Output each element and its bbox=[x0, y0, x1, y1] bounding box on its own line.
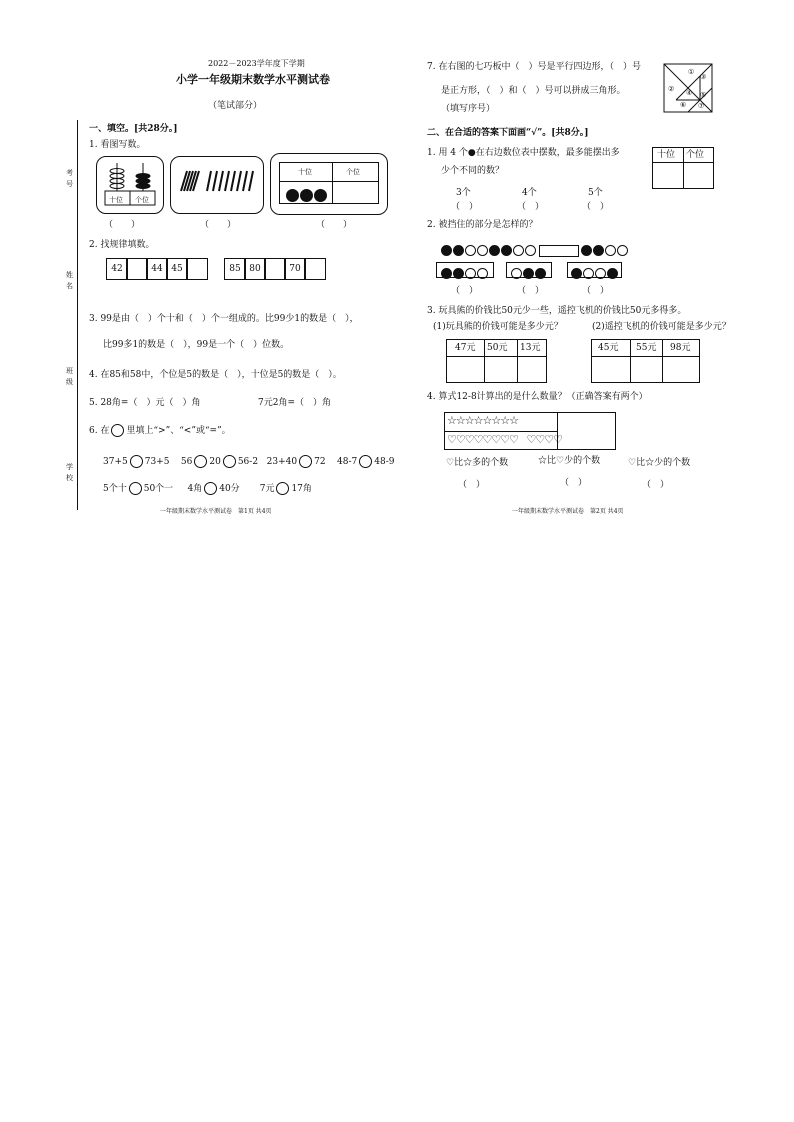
r4-answer-2[interactable]: （ ） bbox=[560, 478, 588, 488]
heart-icon: ♡ bbox=[628, 458, 637, 468]
compare-circle[interactable] bbox=[194, 455, 207, 468]
seq1-cell: 44 bbox=[146, 258, 168, 280]
empty-dot-icon bbox=[595, 268, 606, 279]
q5-part-2: 7元2角=（ ）角 bbox=[258, 398, 331, 408]
star-icon: ☆ bbox=[473, 414, 483, 427]
compare-circle[interactable] bbox=[276, 482, 289, 495]
empty-dot-icon bbox=[465, 245, 476, 256]
pv-tens-header: 十位 bbox=[298, 168, 312, 176]
seq2-cell-blank[interactable] bbox=[304, 258, 326, 280]
heart-icon: ♡ bbox=[544, 433, 554, 446]
r1-tens-header: 十位 bbox=[657, 150, 676, 160]
r4-answer-3[interactable]: （ ） bbox=[642, 480, 670, 490]
right-page-footer: 一年级期末数学水平测试卷 第2页 共4页 bbox=[512, 508, 624, 515]
r1-answer-2[interactable]: （ ） bbox=[517, 202, 545, 212]
filled-dot-icon bbox=[453, 268, 464, 279]
star-icon: ☆ bbox=[447, 414, 456, 427]
empty-dot-icon bbox=[525, 245, 536, 256]
r3-prompt: 3. 玩具熊的价钱比50元少一些，遥控飞机的价钱比50元多得多。 bbox=[427, 306, 687, 316]
r3-price: 45元 bbox=[598, 343, 619, 353]
compare-circle[interactable] bbox=[129, 482, 142, 495]
margin-banji: 班级 bbox=[66, 367, 73, 386]
page-title: 小学一年级期末数学水平测试卷 bbox=[176, 73, 330, 86]
r4-option-word: 比 bbox=[636, 458, 646, 468]
r4-prompt: 4. 算式12-8计算出的是什么数量？（正确答案有两个） bbox=[427, 392, 648, 402]
heart-icon: ♡ bbox=[556, 456, 565, 466]
empty-dot-icon bbox=[477, 268, 488, 279]
star-icon: ☆ bbox=[509, 414, 518, 427]
compare-term: 73+5 bbox=[144, 457, 170, 467]
star-icon: ☆ bbox=[500, 414, 510, 427]
empty-dot-icon bbox=[465, 268, 476, 279]
r1-place-value-table bbox=[652, 147, 714, 189]
compare-term: 23+40 bbox=[266, 457, 298, 467]
heart-icon: ♡ bbox=[526, 433, 536, 446]
r4-option-1 bbox=[446, 458, 508, 469]
r4-option-2 bbox=[538, 456, 600, 467]
compare-term: 48-9 bbox=[374, 457, 395, 467]
seq1-cell-blank[interactable] bbox=[186, 258, 208, 280]
filled-dot-icon bbox=[571, 268, 582, 279]
q6-prompt-end: 里填上“>”、“<”或“=”。 bbox=[126, 426, 231, 436]
r1-answer-1[interactable]: （ ） bbox=[451, 202, 479, 212]
q7-line-3: （填写序号） bbox=[441, 104, 496, 114]
seq2-cell: 80 bbox=[244, 258, 266, 280]
r1-option-1: 3个 bbox=[456, 188, 471, 198]
abacus-label-tens: 十位 bbox=[109, 196, 123, 204]
r1-line-1: 1. 用 4 个●在右边数位表中摆数，最多能摆出多 bbox=[427, 148, 620, 158]
empty-dot-icon bbox=[477, 245, 488, 256]
r3-question-1: (1)玩具熊的价钱可能是多少元？ bbox=[433, 322, 563, 332]
q1-answer-3[interactable]: （ ） bbox=[316, 220, 353, 230]
tangram-label-7: ⑦ bbox=[698, 102, 705, 110]
q6-prompt-start: 6. 在 bbox=[89, 426, 110, 436]
r2-choice-2 bbox=[506, 262, 552, 278]
compare-term: 4角 bbox=[187, 484, 203, 494]
heart-icon: ♡ bbox=[500, 433, 510, 446]
r2-answer-3[interactable]: （ ） bbox=[582, 286, 610, 296]
binding-line bbox=[77, 120, 78, 510]
empty-dot-icon bbox=[605, 245, 616, 256]
margin-kaohao: 考号 bbox=[66, 169, 73, 188]
filled-dot-icon bbox=[441, 268, 452, 279]
r4-option-word: 少的个数 bbox=[564, 456, 601, 466]
seq2-cell-blank[interactable] bbox=[264, 258, 286, 280]
r3-price: 13元 bbox=[520, 343, 541, 353]
tangram-label-2: ② bbox=[668, 85, 675, 93]
r3-price: 47元 bbox=[455, 343, 476, 353]
abacus-label-ones: 个位 bbox=[135, 196, 149, 204]
q1-answer-1[interactable]: （ ） bbox=[104, 220, 141, 230]
r2-choice-1 bbox=[436, 262, 494, 278]
star-icon: ☆ bbox=[482, 414, 492, 427]
r1-option-3: 5个 bbox=[588, 188, 603, 198]
star-icon: ☆ bbox=[491, 414, 501, 427]
heart-icon: ♡ bbox=[553, 433, 562, 446]
filled-dot-icon bbox=[535, 268, 546, 279]
seq2-cell: 70 bbox=[284, 258, 306, 280]
left-page-footer: 一年级期末数学水平测试卷 第1页 共4页 bbox=[160, 508, 272, 515]
compare-term: 50个一 bbox=[143, 484, 174, 494]
r3-price: 50元 bbox=[487, 343, 508, 353]
filled-dot-icon bbox=[593, 245, 604, 256]
compare-term: 37+5 bbox=[103, 457, 128, 467]
filled-dot-icon bbox=[489, 245, 500, 256]
filled-dot-icon bbox=[441, 245, 452, 256]
sticks-icon bbox=[171, 157, 263, 213]
compare-term: 56-2 bbox=[237, 457, 259, 467]
compare-term: 7元 bbox=[259, 484, 275, 494]
q1-prompt: 1. 看图写数。 bbox=[89, 140, 146, 150]
r3-price: 98元 bbox=[670, 343, 691, 353]
seq2-cell: 85 bbox=[224, 258, 246, 280]
heart-row bbox=[447, 433, 562, 446]
sticks-panel bbox=[170, 156, 264, 214]
compare-circle[interactable] bbox=[204, 482, 217, 495]
place-value-panel bbox=[270, 153, 388, 215]
r4-option-word: 少的个数 bbox=[654, 458, 691, 468]
r3-price-table-2 bbox=[591, 339, 700, 383]
empty-dot-icon bbox=[513, 245, 524, 256]
seq1-cell-blank[interactable] bbox=[126, 258, 148, 280]
star-icon: ☆ bbox=[455, 414, 465, 427]
compare-term: 72 bbox=[314, 457, 326, 467]
star-icon: ☆ bbox=[538, 456, 548, 466]
filled-dot-icon bbox=[581, 245, 592, 256]
filled-dot-icon bbox=[286, 189, 299, 202]
seq1-cell: 45 bbox=[166, 258, 188, 280]
compare-circle[interactable] bbox=[299, 455, 312, 468]
q3-line-2: 比99多1的数是（ ），99是一个（ ）位数。 bbox=[103, 340, 290, 350]
filled-dot-icon bbox=[523, 268, 534, 279]
hidden-part-box bbox=[539, 245, 579, 257]
r1-answer-3[interactable]: （ ） bbox=[582, 202, 610, 212]
abacus-icon bbox=[97, 157, 163, 213]
circle-icon bbox=[111, 424, 124, 437]
r1-ones-header: 个位 bbox=[686, 150, 705, 160]
compare-circle[interactable] bbox=[359, 455, 372, 468]
r2-answer-1[interactable]: （ ） bbox=[451, 286, 479, 296]
empty-dot-icon bbox=[511, 268, 522, 279]
compare-row-1 bbox=[103, 455, 394, 468]
tangram-label-1: ① bbox=[688, 68, 695, 76]
filled-dot-icon bbox=[300, 189, 313, 202]
tangram-label-3: ③ bbox=[700, 73, 707, 81]
compare-term: 20 bbox=[209, 457, 221, 467]
section-2-heading: 二、在合适的答案下面画“√”。[共8分。] bbox=[427, 128, 589, 138]
r4-picture bbox=[444, 412, 616, 450]
q3-line-1: 3. 99是由（ ）个十和（ ）个一组成的。比99少1的数是（ ）， bbox=[89, 314, 359, 324]
compare-row-2 bbox=[103, 482, 312, 495]
pv-ones-header: 个位 bbox=[346, 168, 360, 176]
page-subtitle: （笔试部分） bbox=[208, 101, 263, 111]
filled-dot-icon bbox=[314, 189, 327, 202]
q2-prompt: 2. 找规律填数。 bbox=[89, 240, 155, 250]
r3-price: 55元 bbox=[636, 343, 657, 353]
heart-icon: ♡ bbox=[535, 433, 545, 446]
heart-icon: ♡ bbox=[455, 433, 465, 446]
r4-option-3 bbox=[628, 458, 690, 469]
seq1-cell: 42 bbox=[106, 258, 128, 280]
heart-icon: ♡ bbox=[482, 433, 492, 446]
q6-prompt bbox=[89, 424, 231, 437]
r2-answer-2[interactable]: （ ） bbox=[517, 286, 545, 296]
school-year: 2022－2023学年度下学期 bbox=[208, 59, 305, 68]
r3-price-table-1 bbox=[446, 339, 547, 383]
q5-part-1: 5. 28角=（ ）元（ ）角 bbox=[89, 398, 201, 408]
compare-term: 48-7 bbox=[337, 457, 358, 467]
empty-dot-icon bbox=[583, 268, 594, 279]
r2-choice-3 bbox=[567, 262, 622, 278]
q1-answer-2[interactable]: （ ） bbox=[200, 220, 237, 230]
r1-option-2: 4个 bbox=[522, 188, 537, 198]
tangram-label-6: ⑥ bbox=[680, 101, 687, 109]
r4-option-word: 比 bbox=[547, 456, 557, 466]
compare-term: 40分 bbox=[219, 484, 240, 494]
filled-dot-icon bbox=[501, 245, 512, 256]
star-icon: ☆ bbox=[463, 458, 473, 468]
compare-term: 5个十 bbox=[103, 484, 127, 494]
compare-circle[interactable] bbox=[223, 455, 236, 468]
margin-xuexiao: 学校 bbox=[66, 463, 73, 482]
q4-prompt: 4. 在85和58中，个位是5的数是（ ），十位是5的数是（ ）。 bbox=[89, 370, 342, 380]
heart-icon: ♡ bbox=[464, 433, 474, 446]
margin-xingming: 姓名 bbox=[66, 271, 73, 290]
compare-term: 17角 bbox=[291, 484, 312, 494]
tangram-label-4: ④ bbox=[686, 89, 693, 97]
heart-icon: ♡ bbox=[491, 433, 501, 446]
heart-icon: ♡ bbox=[447, 433, 456, 446]
r4-option-word: 多的个数 bbox=[472, 458, 509, 468]
r1-line-2: 少个不同的数？ bbox=[441, 166, 505, 176]
r2-prompt: 2. 被挡住的部分是怎样的？ bbox=[427, 220, 538, 230]
section-1-heading: 一、填空。[共28分。] bbox=[89, 124, 178, 134]
compare-circle[interactable] bbox=[130, 455, 143, 468]
r4-option-word: 比 bbox=[454, 458, 464, 468]
filled-dot-icon bbox=[453, 245, 464, 256]
heart-icon: ♡ bbox=[446, 458, 455, 468]
place-value-table bbox=[279, 162, 379, 204]
heart-icon: ♡ bbox=[473, 433, 483, 446]
r4-answer-1[interactable]: （ ） bbox=[458, 480, 486, 490]
pv-dots bbox=[286, 185, 328, 204]
r2-pattern bbox=[441, 240, 629, 259]
q7-line-1: 7. 在右图的七巧板中（ ）号是平行四边形，（ ）号 bbox=[427, 62, 641, 72]
q7-line-2: 是正方形，（ ）和（ ）号可以拼成三角形。 bbox=[441, 86, 626, 96]
empty-dot-icon bbox=[617, 245, 628, 256]
star-icon: ☆ bbox=[464, 414, 474, 427]
star-icon: ☆ bbox=[645, 458, 655, 468]
compare-term: 56 bbox=[180, 457, 193, 467]
filled-dot-icon bbox=[607, 268, 618, 279]
tangram-label-5: ⑤ bbox=[700, 91, 707, 99]
r3-question-2: (2)遥控飞机的价钱可能是多少元？ bbox=[592, 322, 731, 332]
abacus-panel bbox=[96, 156, 164, 214]
heart-icon: ♡ bbox=[509, 433, 518, 446]
